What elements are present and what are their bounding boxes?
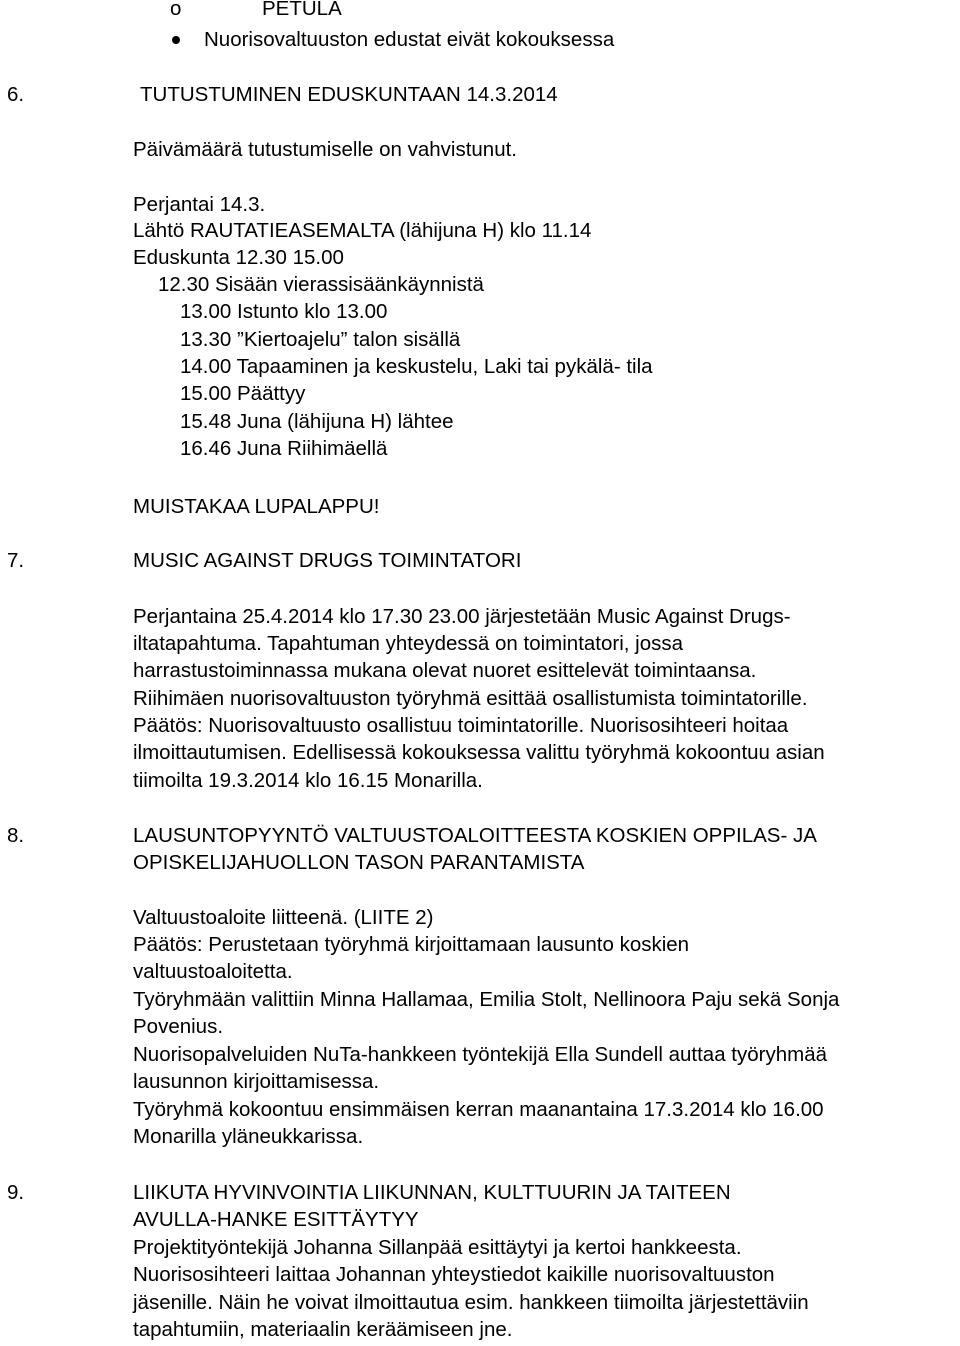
- section-7-line: tiimoilta 19.3.2014 klo 16.15 Monarilla.: [133, 769, 483, 792]
- section-8-line: Monarilla yläneukkarissa.: [133, 1125, 364, 1148]
- section-8-number: 8.: [7, 824, 25, 847]
- section-8-line: valtuustoaloitetta.: [133, 960, 293, 983]
- section-9-title: LIIKUTA HYVINVOINTIA LIIKUNNAN, KULTTUURIN JA TAITEEN: [133, 1181, 731, 1204]
- sub-list-item-petula: PETULA: [262, 0, 342, 20]
- section-8-line: Povenius.: [133, 1015, 224, 1038]
- section-9-line: Projektityöntekijä Johanna Sillanpää esittäytyi ja kertoi hankkeesta.: [133, 1236, 742, 1259]
- schedule-item: 15.48 Juna (lähijuna H) lähtee: [180, 410, 454, 433]
- section-9-line: tapahtumiin, materiaalin keräämiseen jne.: [133, 1318, 513, 1341]
- section-8-line: Päätös: Perustetaan työryhmä kirjoittamaan lausunto koskien: [133, 933, 690, 956]
- section-6-visit: Eduskunta 12.30 15.00: [133, 246, 344, 269]
- section-7-line: Päätös: Nuorisovaltuusto osallistuu toimintatorille. Nuorisosihteeri hoitaa: [133, 714, 789, 737]
- schedule-item: 13.30 ”Kiertoajelu” talon sisällä: [180, 328, 461, 351]
- section-6-day: Perjantai 14.3.: [133, 193, 266, 216]
- section-6-reminder: MUISTAKAA LUPALAPPU!: [133, 495, 380, 518]
- schedule-item: 16.46 Juna Riihimäellä: [180, 437, 388, 460]
- schedule-item: 15.00 Päättyy: [180, 382, 306, 405]
- section-7-line: Perjantaina 25.4.2014 klo 17.30 23.00 järjestetään Music Against Drugs-: [133, 605, 791, 628]
- section-8-line: Valtuustoaloite liitteenä. (LIITE 2): [133, 906, 434, 929]
- section-7-line: iltatapahtuma. Tapahtuman yhteydessä on toimintatori, jossa: [133, 632, 684, 655]
- section-7-line: Riihimäen nuorisovaltuuston työryhmä esittää osallistumista toimintatorille.: [133, 687, 808, 710]
- section-8-title: OPISKELIJAHUOLLON TASON PARANTAMISTA: [133, 851, 585, 874]
- section-8-line: Työryhmä kokoontuu ensimmäisen kerran maanantaina 17.3.2014 klo 16.00: [133, 1098, 824, 1121]
- bullet-item-absent: Nuorisovaltuuston edustat eivät kokouksessa: [204, 28, 615, 51]
- section-9-line: jäsenille. Näin he voivat ilmoittautua esim. hankkeen tiimoilta järjestettäviin: [133, 1291, 809, 1314]
- section-7-number: 7.: [7, 549, 25, 572]
- section-8-line: Nuorisopalveluiden NuTa-hankkeen työntekijä Ella Sundell auttaa työryhmää: [133, 1043, 827, 1066]
- section-8-title: LAUSUNTOPYYNTÖ VALTUUSTOALOITTEESTA KOSKIEN OPPILAS- JA: [133, 824, 817, 847]
- section-7-line: ilmoittautumisen. Edellisessä kokouksessa valittu työryhmä kokoontuu asian: [133, 741, 825, 764]
- schedule-item: 14.00 Tapaaminen ja keskustelu, Laki tai pykälä- tila: [180, 355, 653, 378]
- section-9-title: AVULLA-HANKE ESITTÄYTYY: [133, 1208, 419, 1231]
- section-9-line: Nuorisosihteeri laittaa Johannan yhteystiedot kaikille nuorisovaltuuston: [133, 1263, 775, 1286]
- section-8-line: lausunnon kirjoittamisessa.: [133, 1070, 380, 1093]
- schedule-item: 12.30 Sisään vierassisäänkäynnistä: [158, 273, 484, 296]
- section-8-line: Työryhmään valittiin Minna Hallamaa, Emilia Stolt, Nellinoora Paju sekä Sonja: [133, 988, 840, 1011]
- section-6-confirmed: Päivämäärä tutustumiselle on vahvistunut.: [133, 138, 518, 161]
- sub-list-marker: o: [170, 0, 182, 20]
- section-7-title: MUSIC AGAINST DRUGS TOIMINTATORI: [133, 549, 522, 572]
- schedule-item: 13.00 Istunto klo 13.00: [180, 300, 388, 323]
- section-7-line: harrastustoiminnassa mukana olevat nuoret esittelevät toimintaansa.: [133, 659, 757, 682]
- section-6-departure: Lähtö RAUTATIEASEMALTA (lähijuna H) klo 11.14: [133, 219, 592, 242]
- section-6-number: 6.: [7, 83, 25, 106]
- section-6-title: TUTUSTUMINEN EDUSKUNTAAN 14.3.2014: [140, 83, 558, 106]
- section-9-number: 9.: [7, 1181, 25, 1204]
- bullet-icon: [172, 36, 180, 44]
